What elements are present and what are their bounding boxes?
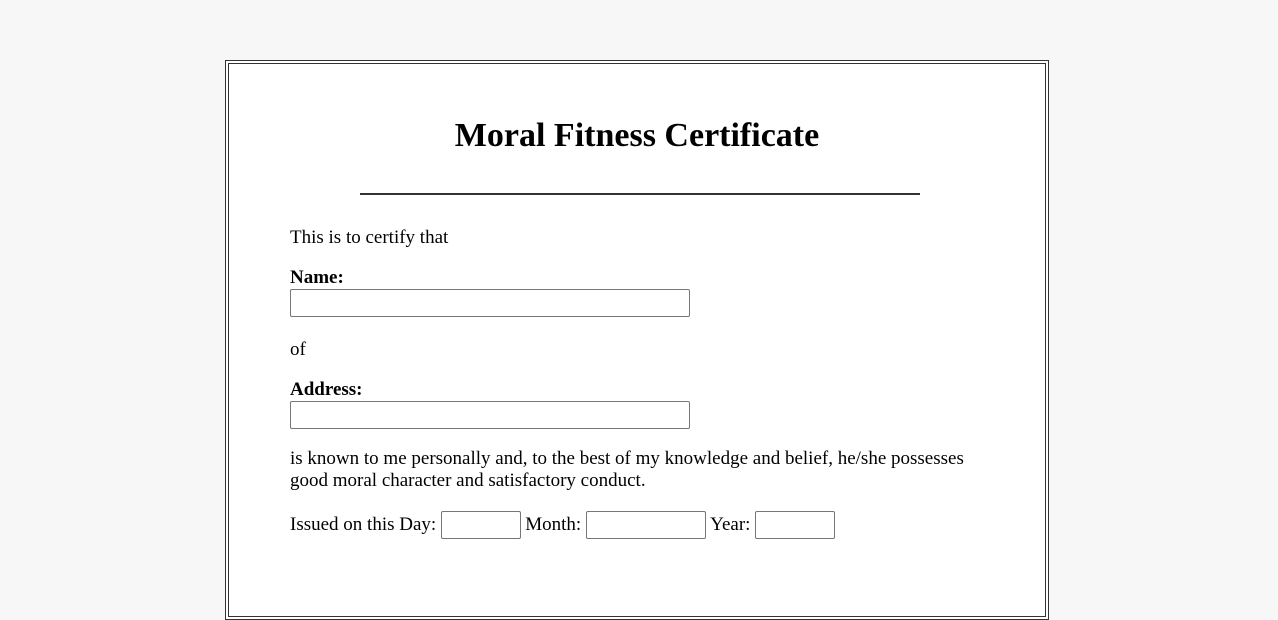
issued-label: Issued on this Day: [290, 514, 437, 535]
of-text: of [290, 339, 306, 360]
year-input[interactable] [755, 511, 835, 539]
intro-text: This is to certify that [290, 227, 449, 248]
title-underline [360, 193, 920, 195]
certificate-inner-border [228, 63, 1046, 617]
statement-text: is known to me personally and, to the best of my knowledge and belief, he/she possesses good moral character and satisfactory conduct. [290, 448, 964, 491]
certificate-frame [225, 60, 1049, 620]
issue-date-row [290, 511, 839, 539]
name-label: Name: [290, 267, 344, 288]
month-label: Month: [525, 514, 582, 535]
name-input[interactable] [290, 289, 690, 317]
address-label: Address: [290, 379, 363, 400]
certificate-title: Moral Fitness Certificate [454, 117, 820, 154]
month-input[interactable] [586, 511, 706, 539]
day-input[interactable] [441, 511, 521, 539]
year-label: Year: [710, 514, 751, 535]
address-input[interactable] [290, 401, 690, 429]
